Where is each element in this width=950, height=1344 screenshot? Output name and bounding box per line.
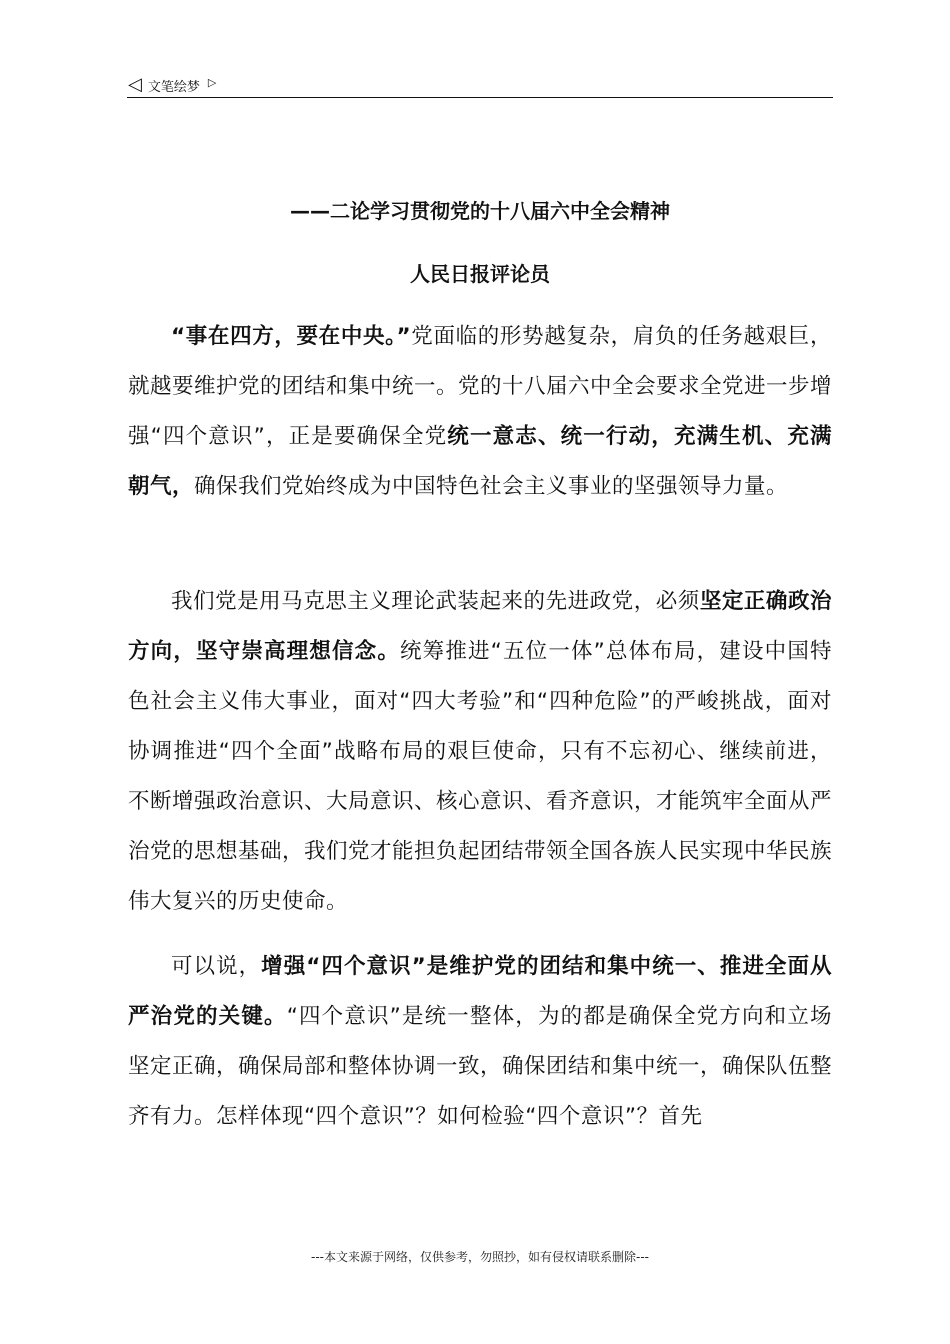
para3-run-3: “四个意识”是统一整体，为的都是确保全党方向和立场坚定正确，确保局部和整体协调一致，确保团结和集中统一，确保队伍整齐有力。怎样体现“四个意识”？如何检验“四个意识”？首先 [128,1004,833,1129]
header-divider [127,97,833,98]
page-header [128,74,832,96]
para1-run-3: 统一意志、统一行动，充满生机、充满朝气， [128,424,832,499]
para1-run-2: 党面临的形势越复杂，肩负的任务越艰巨，就越要维护党的团结和集中统一。党的十八届六中全会要求全党进一步增强“四个意识”，正是要确保全党 [128,324,833,449]
footer-notice: ---本文来源于网络，仅供参考，勿照抄，如有侵权请联系删除--- [311,1250,649,1264]
article-subtitle: ——二论学习贯彻党的十八届六中全会精神 [290,199,670,223]
para2-run-1: 我们党是用马克思主义理论武装起来的先进政党，必须 [171,589,700,614]
para1-run-4: 确保我们党始终成为中国特色社会主义事业的坚强领导力量。 [194,474,789,499]
article-paragraph-1 [128,312,832,512]
article-paragraph-2 [128,577,832,927]
para2-run-3: 统筹推进“五位一体”总体布局，建设中国特色社会主义伟大事业，面对“四大考验”和“四种危险”的严峻挑战，面对协调推进“四个全面”战略布局的艰巨使命，只有不忘初心、继续前进，不断增强政治意识、大局意识、核心意识、看齐意识，才能筑牢全面从严治党的思想基础，我们党才能担负起团结带领全国各族人民实现中华民族伟大复兴的历史使命。 [128,639,833,914]
para3-run-2: 增强“四个意识”是维护党的团结和集中统一、推进全面从严治党的关键。 [128,954,832,1029]
article-paragraph-3 [128,942,832,1142]
triangle-right-icon: ▷ [207,75,217,89]
article-byline: 人民日报评论员 [410,262,550,286]
header-title: 文笔绘梦 [147,79,200,95]
para3-run-1: 可以说， [171,954,262,979]
triangle-left-icon: ◁ [128,74,142,95]
para1-run-1: “事在四方，要在中央。” [171,324,412,349]
para2-run-2: 坚定正确政治方向，坚守崇高理想信念。 [128,589,832,664]
